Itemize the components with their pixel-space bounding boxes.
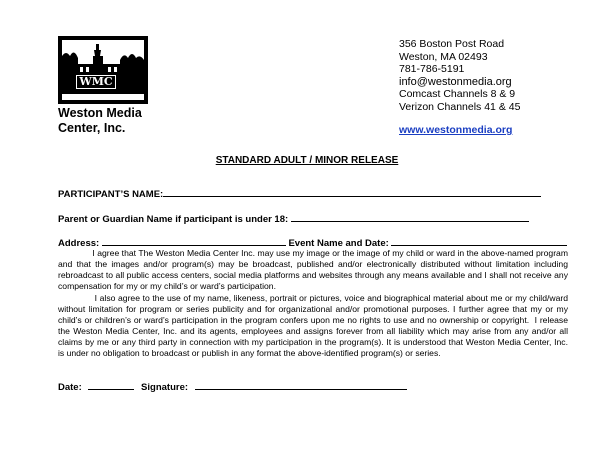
org-name-line2: Center, Inc. bbox=[58, 121, 126, 135]
verizon-channels: Verizon Channels 41 & 45 bbox=[399, 100, 521, 113]
logo-text: WMC bbox=[79, 75, 113, 88]
date-field[interactable] bbox=[88, 380, 134, 390]
address-field[interactable] bbox=[102, 236, 286, 246]
signature-label: Signature: bbox=[141, 382, 189, 393]
date-label: Date: bbox=[58, 382, 82, 393]
release-paragraph-1: I agree that The Weston Media Center Inc. may use my image or the image of my child or ward in the above-named program and that the images and/or program(s) may be broadcast, published and/or electronically distributed without limitation including rebroadcast to all public access centers, social media platforms and websites through any means available and I shall not receive any compensation for my or my child’s or ward’s participation. bbox=[58, 248, 571, 292]
address-label: Address: bbox=[58, 238, 100, 249]
guardian-name-field[interactable] bbox=[291, 212, 529, 222]
event-name-date-label: Event Name and Date: bbox=[288, 238, 389, 249]
guardian-name-label: Parent or Guardian Name if participant is under 18: bbox=[58, 214, 289, 225]
participant-name-label: PARTICIPANT’S NAME: bbox=[58, 189, 164, 200]
email-address[interactable]: info@westonmedia.org bbox=[399, 75, 512, 88]
document-title: STANDARD ADULT / MINOR RELEASE bbox=[215, 155, 399, 166]
participant-name-row bbox=[58, 187, 541, 200]
website-link[interactable]: www.westonmedia.org bbox=[399, 124, 513, 136]
comcast-channels: Comcast Channels 8 & 9 bbox=[399, 88, 516, 101]
date-signature-row bbox=[58, 380, 407, 393]
signature-field[interactable] bbox=[195, 380, 407, 390]
guardian-name-row bbox=[58, 212, 529, 225]
participant-name-field[interactable] bbox=[163, 187, 541, 197]
phone-number: 781-786-5191 bbox=[399, 63, 465, 76]
organization-name bbox=[58, 106, 142, 136]
release-paragraph-2: I also agree to the use of my name, likeness, portrait or pictures, voice and biographical material about me or my child/ward without limitation for program or series publicity and for organizational and/or promotional purposes. I further agree that my or my child’s or children’s or ward’s participation in the program confers upon me no rights to use and no ownership or copyright. I release the Weston Media Center, Inc. and its agents, employees and assigns forever from all liability which may arise from any and/or all claims by me or any third party in connection with my participation in the program(s). It is understood that Weston Media Center, Inc. is under no obligation to broadcast or publish in any format the above-identified program(s) or series. bbox=[58, 293, 571, 359]
wmc-logo bbox=[58, 36, 148, 104]
event-name-date-field[interactable] bbox=[391, 236, 567, 246]
city-state-zip: Weston, MA 02493 bbox=[399, 50, 488, 63]
contact-block bbox=[399, 38, 520, 114]
logo-graphic bbox=[58, 36, 148, 104]
org-name-line1: Weston Media bbox=[58, 106, 142, 120]
street-address: 356 Boston Post Road bbox=[399, 38, 505, 50]
